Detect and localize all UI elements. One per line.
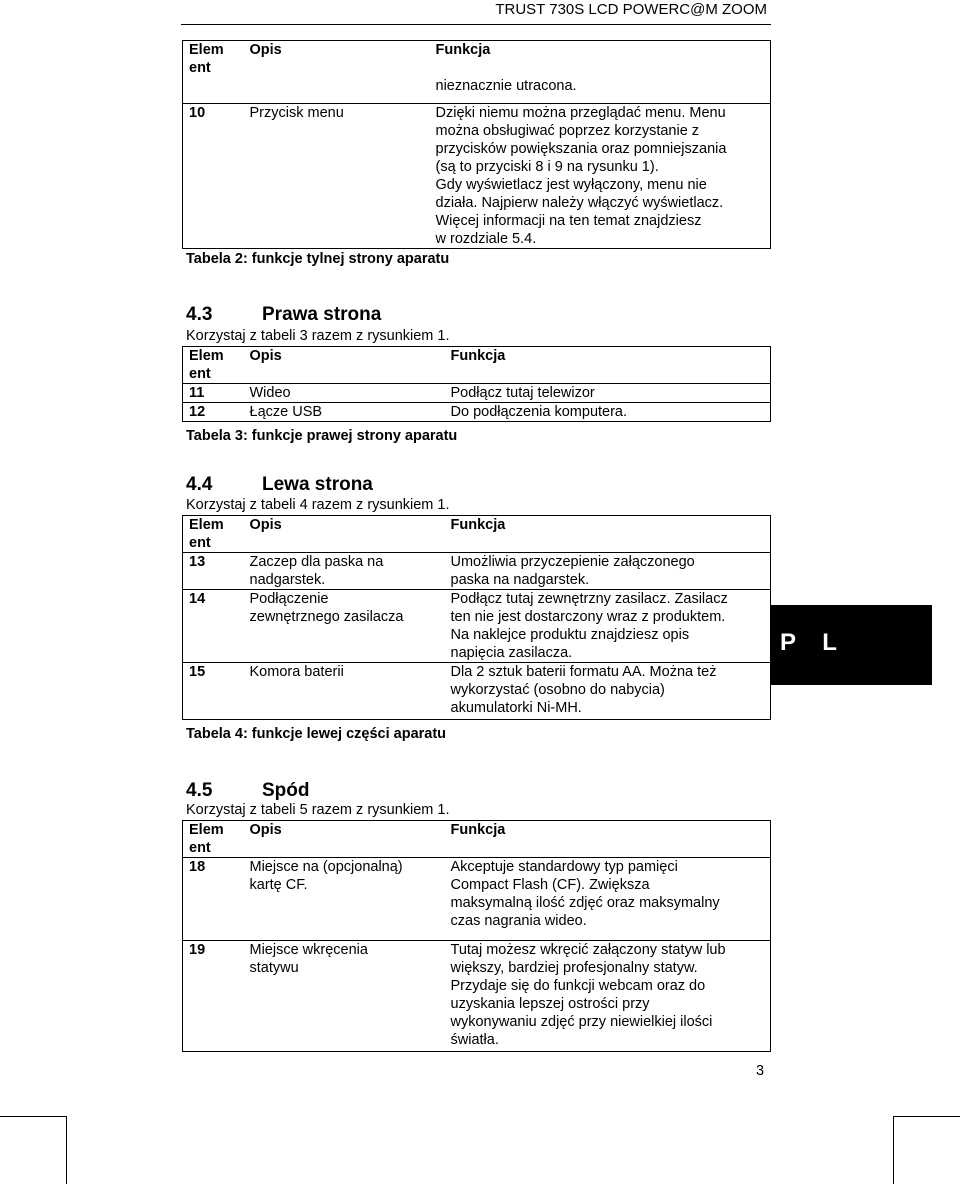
table-row bbox=[183, 384, 771, 403]
column-header-description: Opis bbox=[249, 42, 282, 58]
document-header-title: TRUST 730S LCD POWERC@M ZOOM bbox=[495, 1, 767, 18]
element-function: nieznacznie utracona. bbox=[435, 78, 577, 94]
element-description bbox=[244, 77, 430, 104]
element-number: 15 bbox=[183, 663, 244, 720]
table-4-caption: Tabela 4: funkcje lewej części aparatu bbox=[186, 726, 447, 742]
language-tab bbox=[770, 605, 932, 685]
element-function: Umożliwia przyczepienie załączonego paska na nadgarstek. bbox=[445, 553, 771, 590]
section-4-3-intro: Korzystaj z tabeli 3 razem z rysunkiem 1. bbox=[186, 328, 450, 344]
element-number: 13 bbox=[183, 553, 244, 590]
table-header-row bbox=[183, 41, 771, 78]
section-4-5-heading: 4.5 Spód bbox=[186, 780, 310, 801]
element-number: 10 bbox=[183, 104, 244, 249]
column-header-description: Opis bbox=[249, 822, 282, 838]
element-number: 11 bbox=[183, 384, 244, 403]
table-2-caption: Tabela 2: funkcje tylnej strony aparatu bbox=[186, 251, 450, 267]
column-header-function: Funkcja bbox=[435, 42, 491, 58]
table-row bbox=[183, 104, 771, 249]
table-row bbox=[183, 590, 771, 663]
table-row bbox=[183, 941, 771, 1052]
element-function: Do podłączenia komputera. bbox=[445, 403, 771, 422]
crop-mark-right-horizontal bbox=[893, 1116, 960, 1117]
column-header-element: Elem ent bbox=[189, 517, 224, 551]
table-3-caption: Tabela 3: funkcje prawej strony aparatu bbox=[186, 428, 458, 444]
crop-mark-right-vertical bbox=[893, 1116, 894, 1184]
table-row bbox=[183, 77, 771, 104]
element-description: Przycisk menu bbox=[244, 104, 430, 249]
element-function: Tutaj możesz wkręcić załączony statyw lub większy, bardziej profesjonalny statyw. Przydaje się do funkcji webcam oraz do uzyskania lepszej ostrości przy wykonywaniu zdjęć przy niewielkiej ilości światła. bbox=[445, 941, 771, 1052]
column-header-element: Elem ent bbox=[189, 822, 224, 856]
element-description: Komora baterii bbox=[244, 663, 445, 720]
column-header-function: Funkcja bbox=[450, 517, 506, 533]
element-function: Akceptuje standardowy typ pamięci Compact Flash (CF). Zwiększa maksymalną ilość zdjęć oraz maksymalny czas nagrania wideo. bbox=[445, 858, 771, 941]
element-function: Dzięki niemu można przeglądać menu. Menu można obsługiwać poprzez korzystanie z przycisków powiększania oraz pomniejszania (są to przyciski 8 i 9 na rysunku 1). Gdy wyświetlacz jest wyłączony, menu nie działa. Najpierw należy włączyć wyświetlacz. Więcej informacji na ten temat znajdziesz w rozdziale 5.4. bbox=[430, 104, 771, 249]
page-number: 3 bbox=[756, 1063, 765, 1079]
column-header-description: Opis bbox=[249, 517, 282, 533]
crop-mark-left-vertical bbox=[66, 1116, 67, 1184]
column-header-element: Elem ent bbox=[189, 42, 224, 76]
column-header-element: Elem ent bbox=[189, 348, 224, 382]
element-number: 18 bbox=[183, 858, 244, 941]
element-description: Wideo bbox=[244, 384, 445, 403]
element-number: 19 bbox=[183, 941, 244, 1052]
crop-mark-left-horizontal bbox=[0, 1116, 67, 1117]
language-tab-label: P L bbox=[780, 629, 847, 656]
element-description: Łącze USB bbox=[244, 403, 445, 422]
element-description: Zaczep dla paska na nadgarstek. bbox=[244, 553, 445, 590]
table-row bbox=[183, 663, 771, 720]
element-number bbox=[183, 77, 244, 104]
element-function: Podłącz tutaj zewnętrzny zasilacz. Zasilacz ten nie jest dostarczony wraz z produktem. Na naklejce produktu znajdziesz opis napięcia zasilacza. bbox=[445, 590, 771, 663]
element-description: Miejsce na (opcjonalną) kartę CF. bbox=[244, 858, 445, 941]
table-2-back-functions bbox=[182, 40, 771, 249]
section-4-5-intro: Korzystaj z tabeli 5 razem z rysunkiem 1. bbox=[186, 802, 450, 818]
element-description: Podłączenie zewnętrznego zasilacza bbox=[244, 590, 445, 663]
table-row bbox=[183, 858, 771, 941]
element-description: Miejsce wkręcenia statywu bbox=[244, 941, 445, 1052]
column-header-function: Funkcja bbox=[450, 348, 506, 364]
element-function: Podłącz tutaj telewizor bbox=[445, 384, 771, 403]
table-row bbox=[183, 403, 771, 422]
table-4-left-side-functions bbox=[182, 515, 771, 720]
table-5-bottom-functions bbox=[182, 820, 771, 1052]
column-header-function: Funkcja bbox=[450, 822, 506, 838]
table-header-row bbox=[183, 516, 771, 553]
section-4-3-heading: 4.3 Prawa strona bbox=[186, 304, 382, 325]
section-4-4-heading: 4.4 Lewa strona bbox=[186, 474, 373, 495]
header-rule bbox=[181, 24, 771, 25]
table-header-row bbox=[183, 821, 771, 858]
column-header-description: Opis bbox=[249, 348, 282, 364]
table-header-row bbox=[183, 347, 771, 384]
element-function: Dla 2 sztuk baterii formatu AA. Można też wykorzystać (osobno do nabycia) akumulatorki Ni-MH. bbox=[445, 663, 771, 720]
element-number: 12 bbox=[183, 403, 244, 422]
element-number: 14 bbox=[183, 590, 244, 663]
section-4-4-intro: Korzystaj z tabeli 4 razem z rysunkiem 1. bbox=[186, 497, 450, 513]
table-3-right-side-functions bbox=[182, 346, 771, 422]
table-row bbox=[183, 553, 771, 590]
